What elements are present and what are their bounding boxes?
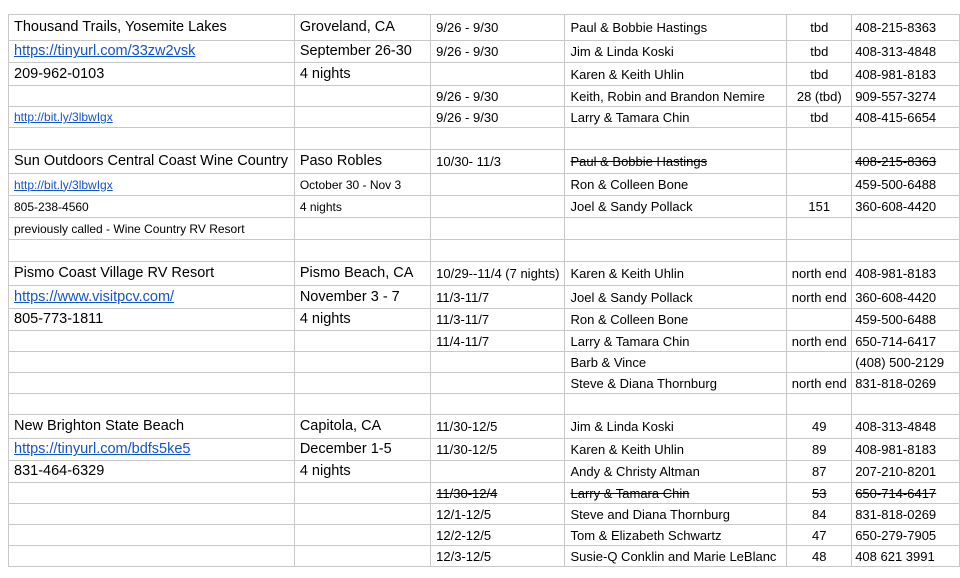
cell-stay-dates[interactable] (431, 218, 565, 240)
cell-phone[interactable] (852, 504, 960, 525)
cell-guests[interactable] (565, 331, 787, 352)
table-row (9, 63, 960, 86)
cell-location-dates[interactable] (294, 174, 430, 196)
cell-text: 84 (812, 506, 827, 522)
cell-site-number[interactable] (787, 240, 852, 262)
cell-site-number[interactable] (787, 352, 852, 373)
cell-site[interactable] (9, 218, 295, 240)
cell-site-number[interactable] (787, 415, 852, 439)
cell-site[interactable] (9, 174, 295, 196)
cell-location-dates[interactable] (294, 352, 430, 373)
cell-site-number[interactable] (787, 483, 852, 504)
table-row (9, 394, 960, 415)
cell-stay-dates[interactable] (431, 174, 565, 196)
cell-location-dates[interactable] (294, 41, 430, 63)
cell-site[interactable] (9, 107, 295, 128)
table-row (9, 150, 960, 174)
cell-text: 408-215-8363 (855, 154, 937, 169)
cell-text: 9/26 - 9/30 (436, 88, 499, 104)
cell-stay-dates[interactable] (431, 262, 565, 286)
cell-site[interactable] (9, 309, 295, 331)
cell-text: 408-981-8183 (855, 442, 937, 457)
cell-site[interactable] (9, 504, 295, 525)
table-row (9, 107, 960, 128)
cell-guests[interactable] (565, 41, 787, 63)
cell-stay-dates[interactable] (431, 546, 565, 567)
cell-text: 47 (812, 527, 827, 543)
cell-text: 360-608-4420 (855, 199, 937, 214)
cell-phone[interactable] (852, 286, 960, 309)
cell-site-number[interactable] (787, 309, 852, 331)
cell-stay-dates[interactable] (431, 439, 565, 461)
cell-text: Steve & Diana Thornburg (570, 375, 717, 391)
cell-text: 10/30- 11/3 (436, 154, 501, 169)
cell-site-number[interactable] (787, 525, 852, 546)
cell-text: 4 nights (299, 311, 351, 328)
cell-phone[interactable] (852, 262, 960, 286)
cell-site[interactable] (9, 546, 295, 567)
cell-guests[interactable] (565, 128, 787, 150)
cell-site[interactable] (9, 63, 295, 86)
cell-text: Larry & Tamara Chin (570, 109, 690, 125)
cell-text: 360-608-4420 (855, 289, 937, 305)
cell-text: tbd (810, 66, 829, 82)
cell-site-number[interactable] (787, 546, 852, 567)
table-row (9, 286, 960, 309)
cell-text: 49 (812, 419, 827, 434)
cell-text: Joel & Sandy Pollack (570, 289, 693, 305)
cell-phone[interactable] (852, 240, 960, 262)
cell-text: 11/3-11/7 (436, 312, 490, 327)
cell-guests[interactable] (565, 86, 787, 107)
cell-stay-dates[interactable] (431, 373, 565, 394)
spreadsheet-grid (8, 14, 960, 567)
cell-phone[interactable] (852, 309, 960, 331)
cell-site-number[interactable] (787, 286, 852, 309)
cell-text: 151 (808, 199, 831, 214)
cell-text: Barb & Vince (570, 354, 647, 370)
cell-text: December 1-5 (299, 441, 392, 458)
cell-text: Ron & Colleen Bone (570, 312, 689, 327)
cell-phone[interactable] (852, 128, 960, 150)
cell-phone[interactable] (852, 196, 960, 218)
cell-stay-dates[interactable] (431, 41, 565, 63)
cell-text: 9/26 - 9/30 (436, 44, 499, 59)
cell-text: 9/26 - 9/30 (436, 20, 499, 35)
cell-text: tbd (810, 109, 829, 125)
cell-location-dates[interactable] (294, 150, 430, 174)
table-row (9, 352, 960, 373)
cell-site-number[interactable] (787, 394, 852, 415)
website-link[interactable]: https://www.visitpcv.com/ (14, 288, 175, 305)
cell-text: Paul & Bobbie Hastings (570, 20, 708, 35)
cell-text: Sun Outdoors Central Coast Wine Country (14, 153, 289, 170)
cell-phone[interactable] (852, 525, 960, 546)
cell-location-dates[interactable] (294, 415, 430, 439)
cell-stay-dates[interactable] (431, 331, 565, 352)
cell-text: 805-238-4560 (14, 199, 89, 214)
cell-text: Jim & Linda Koski (570, 44, 674, 59)
cell-stay-dates[interactable] (431, 352, 565, 373)
cell-text: New Brighton State Beach (14, 418, 185, 435)
cell-text: 408-313-4848 (855, 44, 937, 59)
cell-site-number[interactable] (787, 174, 852, 196)
cell-site[interactable] (9, 352, 295, 373)
cell-site-number[interactable] (787, 86, 852, 107)
cell-location-dates[interactable] (294, 15, 430, 41)
cell-phone[interactable] (852, 107, 960, 128)
cell-stay-dates[interactable] (431, 240, 565, 262)
cell-phone[interactable] (852, 174, 960, 196)
cell-location-dates[interactable] (294, 240, 430, 262)
cell-text: Groveland, CA (299, 19, 395, 36)
cell-site-number[interactable] (787, 107, 852, 128)
cell-guests[interactable] (565, 483, 787, 504)
cell-location-dates[interactable] (294, 63, 430, 86)
cell-text: 831-464-6329 (14, 463, 105, 480)
cell-phone[interactable] (852, 483, 960, 504)
cell-text: 207-210-8201 (855, 464, 937, 479)
cell-guests[interactable] (565, 262, 787, 286)
cell-text: Pismo Beach, CA (299, 265, 414, 282)
cell-guests[interactable] (565, 240, 787, 262)
cell-text: 831-818-0269 (855, 375, 937, 391)
cell-stay-dates[interactable] (431, 483, 565, 504)
cell-location-dates[interactable] (294, 86, 430, 107)
cell-site-number[interactable] (787, 41, 852, 63)
table-row (9, 461, 960, 483)
cell-phone[interactable] (852, 439, 960, 461)
cell-guests[interactable] (565, 504, 787, 525)
cell-phone[interactable] (852, 461, 960, 483)
cell-text: Thousand Trails, Yosemite Lakes (14, 19, 227, 36)
cell-site-number[interactable] (787, 504, 852, 525)
cell-site[interactable] (9, 415, 295, 439)
table-row (9, 373, 960, 394)
cell-stay-dates[interactable] (431, 286, 565, 309)
cell-guests[interactable] (565, 107, 787, 128)
cell-text: Ron & Colleen Bone (570, 177, 689, 192)
cell-phone[interactable] (852, 394, 960, 415)
cell-site[interactable] (9, 15, 295, 41)
cell-text: 408-215-8363 (855, 20, 937, 35)
cell-guests[interactable] (565, 373, 787, 394)
cell-guests[interactable] (565, 150, 787, 174)
cell-stay-dates[interactable] (431, 525, 565, 546)
cell-location-dates[interactable] (294, 286, 430, 309)
cell-phone[interactable] (852, 150, 960, 174)
cell-site[interactable] (9, 262, 295, 286)
cell-text: Susie-Q Conklin and Marie LeBlanc (570, 548, 777, 564)
cell-text: 4 nights (299, 199, 342, 214)
cell-site[interactable] (9, 86, 295, 107)
cell-site[interactable] (9, 373, 295, 394)
cell-text: 459-500-6488 (855, 312, 937, 327)
cell-stay-dates[interactable] (431, 150, 565, 174)
cell-stay-dates[interactable] (431, 63, 565, 86)
cell-guests[interactable] (565, 174, 787, 196)
cell-text: tbd (810, 20, 829, 35)
cell-text: 11/30-12/4 (436, 485, 498, 501)
cell-phone[interactable] (852, 352, 960, 373)
cell-text: 408-981-8183 (855, 266, 937, 281)
cell-location-dates[interactable] (294, 196, 430, 218)
cell-guests[interactable] (565, 461, 787, 483)
cell-text: 650-714-6417 (855, 333, 937, 349)
website-link[interactable]: http://bit.ly/3lbwIgx (14, 177, 113, 192)
cell-text: Pismo Coast Village RV Resort (14, 265, 215, 282)
cell-phone[interactable] (852, 86, 960, 107)
cell-phone[interactable] (852, 331, 960, 352)
cell-text: 408-415-6654 (855, 109, 937, 125)
cell-text: October 30 - Nov 3 (299, 177, 402, 192)
cell-site-number[interactable] (787, 15, 852, 41)
cell-site-number[interactable] (787, 63, 852, 86)
cell-site-number[interactable] (787, 150, 852, 174)
cell-text: 28 (tbd) (796, 88, 842, 104)
cell-text: 4 nights (299, 65, 351, 82)
cell-site-number[interactable] (787, 196, 852, 218)
cell-site[interactable] (9, 196, 295, 218)
table-row (9, 15, 960, 41)
cell-site-number[interactable] (787, 373, 852, 394)
cell-stay-dates[interactable] (431, 394, 565, 415)
cell-text: 53 (812, 485, 827, 501)
cell-guests[interactable] (565, 415, 787, 439)
cell-stay-dates[interactable] (431, 504, 565, 525)
cell-stay-dates[interactable] (431, 461, 565, 483)
cell-site[interactable] (9, 240, 295, 262)
table-row (9, 546, 960, 567)
cell-stay-dates[interactable] (431, 415, 565, 439)
cell-guests[interactable] (565, 439, 787, 461)
cell-guests[interactable] (565, 196, 787, 218)
cell-location-dates[interactable] (294, 461, 430, 483)
cell-site-number[interactable] (787, 331, 852, 352)
cell-text: 9/26 - 9/30 (436, 109, 499, 125)
cell-text: November 3 - 7 (299, 288, 400, 305)
table-row (9, 41, 960, 63)
cell-text: 11/30-12/5 (436, 419, 498, 434)
table-row (9, 262, 960, 286)
cell-text: 459-500-6488 (855, 177, 937, 192)
cell-location-dates[interactable] (294, 394, 430, 415)
cell-site[interactable] (9, 331, 295, 352)
cell-text: 12/1-12/5 (436, 506, 492, 522)
cell-site[interactable] (9, 150, 295, 174)
cell-text: Larry & Tamara Chin (570, 485, 690, 501)
cell-text: Joel & Sandy Pollack (570, 199, 693, 214)
cell-stay-dates[interactable] (431, 128, 565, 150)
cell-guests[interactable] (565, 394, 787, 415)
cell-text: 12/3-12/5 (436, 548, 492, 564)
cell-site-number[interactable] (787, 218, 852, 240)
cell-text: tbd (810, 44, 829, 59)
website-link[interactable]: http://bit.ly/3lbwIgx (14, 110, 113, 124)
cell-site[interactable] (9, 525, 295, 546)
cell-site[interactable] (9, 483, 295, 504)
cell-location-dates[interactable] (294, 107, 430, 128)
cell-site[interactable] (9, 394, 295, 415)
table-row (9, 196, 960, 218)
cell-text: 10/29--11/4 (7 nights) (436, 266, 560, 281)
table-row (9, 240, 960, 262)
cell-site-number[interactable] (787, 262, 852, 286)
cell-text: Jim & Linda Koski (570, 419, 674, 434)
cell-stay-dates[interactable] (431, 107, 565, 128)
cell-text: north end (791, 289, 847, 305)
cell-site-number[interactable] (787, 128, 852, 150)
cell-text: 11/30-12/5 (436, 442, 498, 457)
cell-phone[interactable] (852, 15, 960, 41)
cell-location-dates[interactable] (294, 483, 430, 504)
table-row (9, 331, 960, 352)
cell-site[interactable] (9, 41, 295, 63)
cell-site[interactable] (9, 286, 295, 309)
cell-text: Larry & Tamara Chin (570, 333, 690, 349)
cell-stay-dates[interactable] (431, 86, 565, 107)
cell-location-dates[interactable] (294, 546, 430, 567)
cell-text: 12/2-12/5 (436, 527, 492, 543)
cell-text: Keith, Robin and Brandon Nemire (570, 88, 765, 104)
cell-text: 408 621 3991 (855, 548, 935, 564)
cell-location-dates[interactable] (294, 218, 430, 240)
table-row (9, 525, 960, 546)
table-row (9, 415, 960, 439)
cell-site[interactable] (9, 128, 295, 150)
table-row (9, 174, 960, 196)
table-row (9, 128, 960, 150)
cell-site-number[interactable] (787, 461, 852, 483)
cell-text: (408) 500-2129 (855, 354, 945, 370)
cell-text: 87 (812, 464, 827, 479)
cell-stay-dates[interactable] (431, 196, 565, 218)
cell-phone[interactable] (852, 415, 960, 439)
cell-text: 408-313-4848 (855, 419, 937, 434)
cell-text: 650-714-6417 (855, 485, 937, 501)
cell-guests[interactable] (565, 286, 787, 309)
cell-guests[interactable] (565, 15, 787, 41)
cell-text: 11/4-11/7 (436, 333, 490, 349)
cell-text: 48 (812, 548, 827, 564)
cell-phone[interactable] (852, 546, 960, 567)
cell-text: Steve and Diana Thornburg (570, 506, 730, 522)
table-row (9, 439, 960, 461)
cell-location-dates[interactable] (294, 262, 430, 286)
cell-text: 4 nights (299, 463, 351, 480)
cell-phone[interactable] (852, 63, 960, 86)
cell-text: September 26-30 (299, 43, 412, 60)
cell-text: 831-818-0269 (855, 506, 937, 522)
cell-phone[interactable] (852, 218, 960, 240)
cell-text: north end (791, 375, 847, 391)
cell-text: Paso Robles (299, 153, 383, 170)
cell-location-dates[interactable] (294, 373, 430, 394)
cell-site[interactable] (9, 439, 295, 461)
cell-stay-dates[interactable] (431, 15, 565, 41)
cell-text: Karen & Keith Uhlin (570, 66, 684, 82)
cell-text: 11/3-11/7 (436, 289, 490, 305)
cell-location-dates[interactable] (294, 309, 430, 331)
cell-location-dates[interactable] (294, 439, 430, 461)
cell-guests[interactable] (565, 352, 787, 373)
cell-text: north end (791, 266, 847, 281)
cell-location-dates[interactable] (294, 504, 430, 525)
website-link[interactable]: https://tinyurl.com/33zw2vsk (14, 43, 196, 60)
cell-text: Andy & Christy Altman (570, 464, 700, 479)
cell-text: Karen & Keith Uhlin (570, 442, 684, 457)
cell-guests[interactable] (565, 63, 787, 86)
cell-location-dates[interactable] (294, 331, 430, 352)
table-row (9, 504, 960, 525)
cell-stay-dates[interactable] (431, 309, 565, 331)
cell-guests[interactable] (565, 525, 787, 546)
cell-guests[interactable] (565, 218, 787, 240)
cell-phone[interactable] (852, 373, 960, 394)
table-row (9, 86, 960, 107)
table-row (9, 483, 960, 504)
cell-text: 650-279-7905 (855, 527, 937, 543)
cell-text: 909-557-3274 (855, 88, 937, 104)
cell-guests[interactable] (565, 309, 787, 331)
cell-text: 209-962-0103 (14, 65, 105, 82)
cell-text: north end (791, 333, 847, 349)
cell-location-dates[interactable] (294, 128, 430, 150)
cell-guests[interactable] (565, 546, 787, 567)
cell-text: 408-981-8183 (855, 66, 937, 82)
cell-site[interactable] (9, 461, 295, 483)
cell-text: Paul & Bobbie Hastings (570, 154, 708, 169)
cell-site-number[interactable] (787, 439, 852, 461)
cell-text: Capitola, CA (299, 418, 382, 435)
table-row (9, 218, 960, 240)
table-row (9, 309, 960, 331)
cell-phone[interactable] (852, 41, 960, 63)
cell-text: previously called - Wine Country RV Resort (14, 221, 245, 236)
cell-text: Tom & Elizabeth Schwartz (570, 527, 722, 543)
cell-text: 89 (812, 442, 827, 457)
website-link[interactable]: https://tinyurl.com/bdfs5ke5 (14, 441, 191, 458)
cell-text: Karen & Keith Uhlin (570, 266, 684, 281)
cell-location-dates[interactable] (294, 525, 430, 546)
cell-text: 805-773-1811 (14, 311, 104, 328)
